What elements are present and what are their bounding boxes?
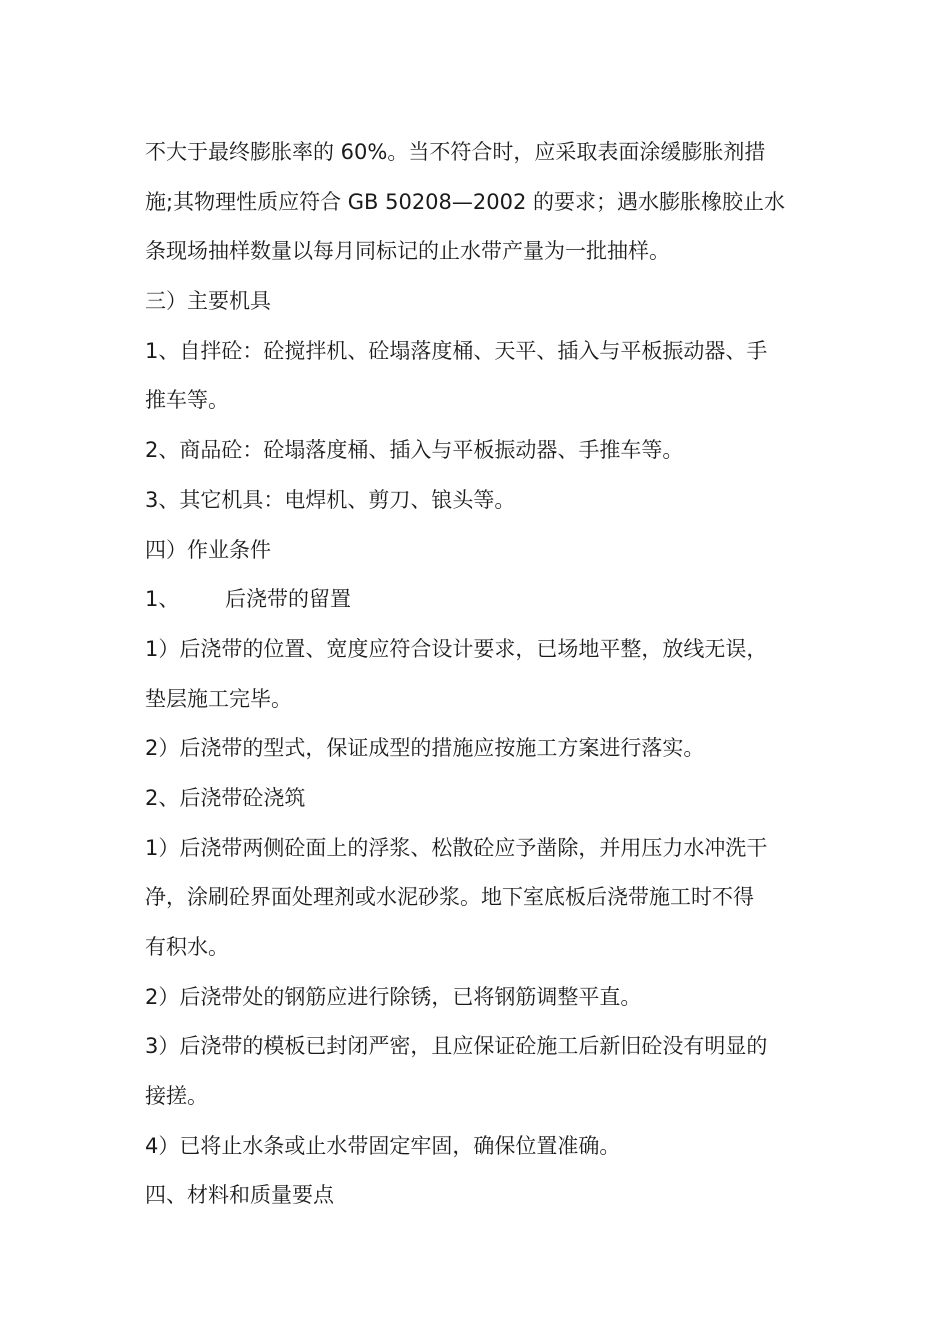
document-body	[145, 128, 815, 1221]
text-line: 1）后浇带两侧砼面上的浮浆、松散砼应予凿除，并用压力水冲洗干	[145, 835, 768, 860]
text-line: 4）已将止水条或止水带固定牢固，确保位置准确。	[145, 1133, 621, 1158]
text-line: 3）后浇带的模板已封闭严密，且应保证砼施工后新旧砼没有明显的	[145, 1034, 768, 1059]
sub-heading	[145, 575, 815, 625]
text-line: 垫层施工完毕。	[145, 686, 292, 711]
text-line: 施;其物理性质应符合 GB 50208—2002 的要求；遇水膨胀橡胶止水	[145, 189, 786, 214]
sub-heading-number: 1、	[145, 587, 180, 612]
section-heading: 三）主要机具	[145, 289, 271, 314]
text-line: 2）后浇带处的钢筋应进行除锈，已将钢筋调整平直。	[145, 984, 642, 1009]
text-line: 2、商品砼：砼塌落度桶、插入与平板振动器、手推车等。	[145, 438, 684, 463]
text-line: 2）后浇带的型式，保证成型的措施应按施工方案进行落实。	[145, 736, 705, 761]
text-line: 净，涂刷砼界面处理剂或水泥砂浆。地下室底板后浇带施工时不得	[145, 885, 754, 910]
text-line: 推车等。	[145, 388, 229, 413]
sub-heading-text: 后浇带的留置	[225, 587, 351, 612]
section-heading: 四、材料和质量要点	[145, 1183, 334, 1208]
text-line: 接搓。	[145, 1084, 208, 1109]
text-line: 1、自拌砼：砼搅拌机、砼塌落度桶、天平、插入与平板振动器、手	[145, 338, 768, 363]
sub-heading: 2、后浇带砼浇筑	[145, 785, 306, 810]
text-line: 3、其它机具：电焊机、剪刀、锒头等。	[145, 487, 516, 512]
text-line: 不大于最终膨胀率的 60%。当不符合时，应采取表面涂缓膨胀剂措	[145, 140, 766, 164]
section-heading: 四）作业条件	[145, 537, 271, 562]
text-line: 有积水。	[145, 935, 229, 959]
text-line: 条现场抽样数量以每月同标记的止水带产量为一批抽样。	[145, 239, 670, 264]
text-line: 1）后浇带的位置、宽度应符合设计要求，已场地平整，放线无误，	[145, 636, 768, 661]
